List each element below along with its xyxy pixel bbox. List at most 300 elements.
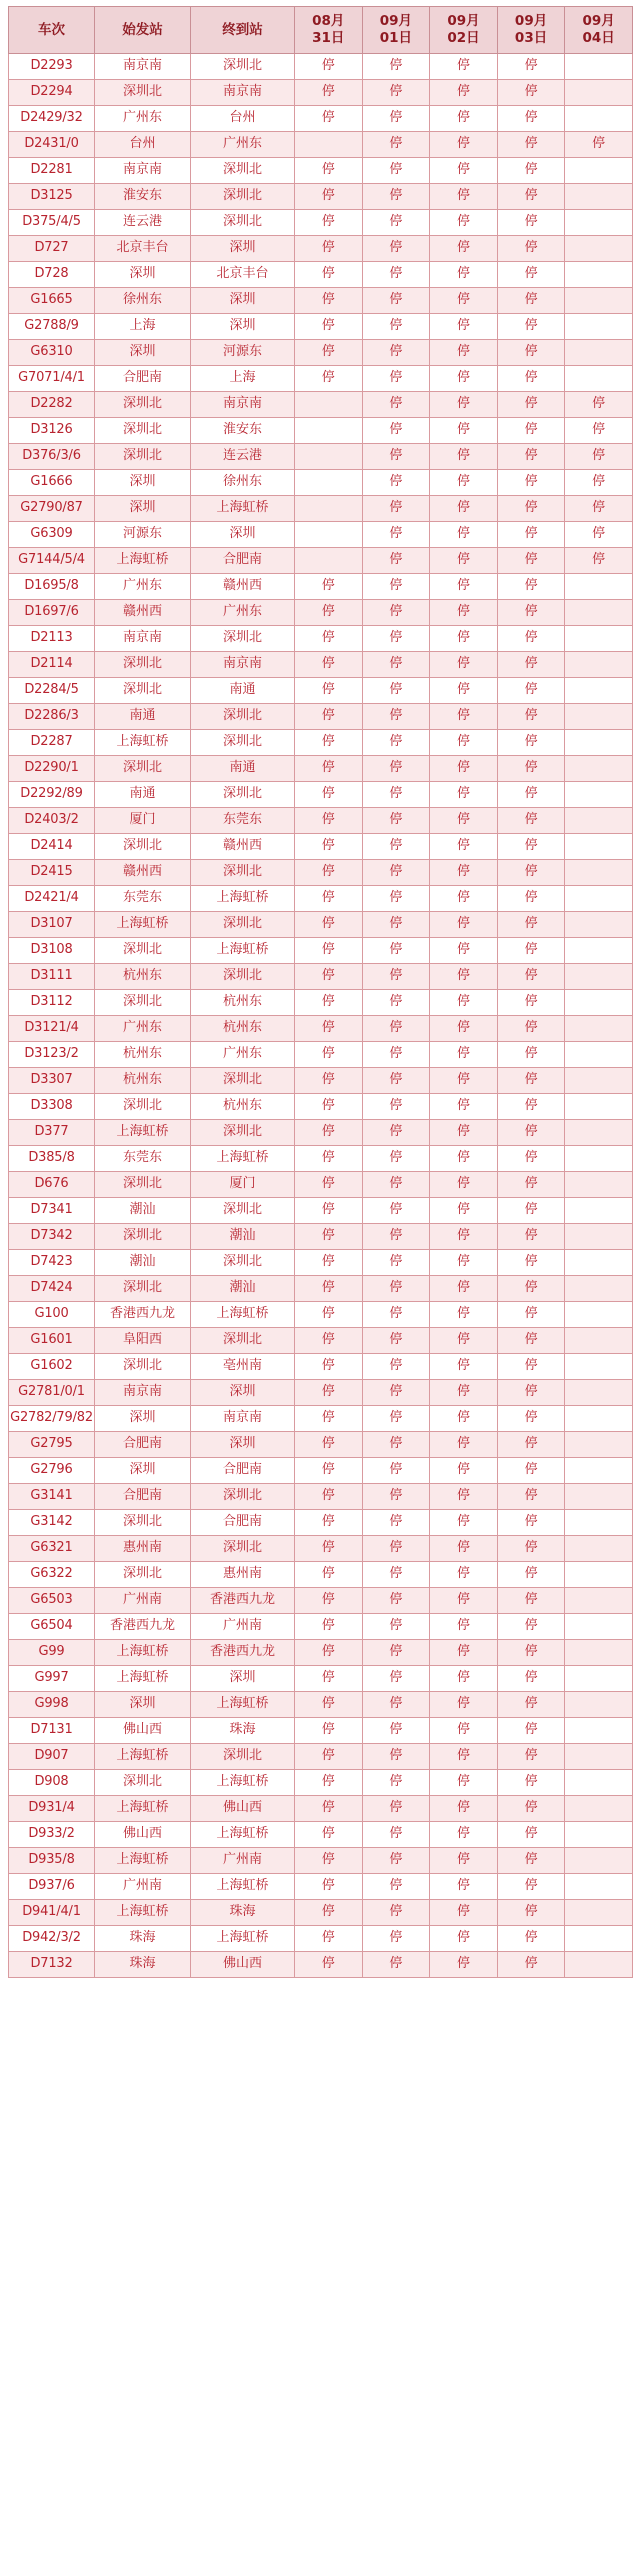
cell-status-day-0: 停 [295,782,363,808]
cell-status-day-0: 停 [295,1406,363,1432]
cell-status-day-2: 停 [430,80,498,106]
cell-status-day-3: 停 [497,1614,565,1640]
cell-status-day-4 [565,1016,633,1042]
cell-status-day-1: 停 [362,912,430,938]
cell-status-day-2: 停 [430,522,498,548]
cell-status-day-3: 停 [497,574,565,600]
cell-origin-station: 深圳北 [95,392,191,418]
table-row [9,600,633,626]
cell-status-day-0: 停 [295,1796,363,1822]
cell-origin-station: 合肥南 [95,366,191,392]
cell-status-day-4 [565,704,633,730]
cell-status-day-4 [565,262,633,288]
cell-status-day-0 [295,470,363,496]
cell-status-day-0: 停 [295,756,363,782]
cell-status-day-0: 停 [295,1042,363,1068]
table-row [9,1822,633,1848]
cell-status-day-3: 停 [497,210,565,236]
cell-status-day-3: 停 [497,782,565,808]
cell-status-day-1: 停 [362,1640,430,1666]
table-row [9,418,633,444]
cell-status-day-1: 停 [362,834,430,860]
cell-status-day-1: 停 [362,1796,430,1822]
cell-status-day-2: 停 [430,1224,498,1250]
cell-status-day-2: 停 [430,444,498,470]
header-date-4-month: 09月 [582,13,615,30]
table-row [9,990,633,1016]
cell-status-day-4 [565,210,633,236]
cell-status-day-1: 停 [362,808,430,834]
cell-status-day-1: 停 [362,1926,430,1952]
header-date-1-month: 09月 [379,13,413,30]
table-row [9,1224,633,1250]
cell-status-day-1: 停 [362,1380,430,1406]
cell-status-day-1: 停 [362,1198,430,1224]
cell-status-day-1: 停 [362,1146,430,1172]
cell-status-day-2: 停 [430,1094,498,1120]
cell-status-day-1: 停 [362,1250,430,1276]
cell-destination-station: 深圳北 [191,1120,295,1146]
cell-train-number: D1695/8 [9,574,95,600]
cell-status-day-1: 停 [362,314,430,340]
table-row [9,912,633,938]
table-row [9,1016,633,1042]
cell-status-day-1: 停 [362,522,430,548]
cell-status-day-0: 停 [295,574,363,600]
cell-train-number: D931/4 [9,1796,95,1822]
cell-status-day-2: 停 [430,782,498,808]
cell-status-day-4 [565,1666,633,1692]
cell-destination-station: 深圳北 [191,964,295,990]
cell-origin-station: 珠海 [95,1926,191,1952]
cell-status-day-0: 停 [295,1380,363,1406]
cell-destination-station: 深圳北 [191,158,295,184]
cell-status-day-3: 停 [497,1640,565,1666]
cell-train-number: D376/3/6 [9,444,95,470]
table-row [9,1536,633,1562]
cell-status-day-0: 停 [295,938,363,964]
cell-status-day-0: 停 [295,1172,363,1198]
cell-status-day-2: 停 [430,1640,498,1666]
cell-status-day-1: 停 [362,470,430,496]
cell-train-number: D1697/6 [9,600,95,626]
table-row [9,1692,633,1718]
table-row [9,756,633,782]
cell-origin-station: 广州南 [95,1874,191,1900]
cell-destination-station: 厦门 [191,1172,295,1198]
cell-status-day-1: 停 [362,418,430,444]
cell-destination-station: 南京南 [191,392,295,418]
table-row [9,1042,633,1068]
cell-status-day-2: 停 [430,1276,498,1302]
cell-status-day-0: 停 [295,1302,363,1328]
cell-train-number: D2290/1 [9,756,95,782]
cell-status-day-0 [295,496,363,522]
header-date-2-month: 09月 [447,13,480,30]
table-row [9,1380,633,1406]
cell-status-day-4 [565,886,633,912]
cell-status-day-1: 停 [362,1952,430,1978]
cell-status-day-4 [565,1614,633,1640]
cell-status-day-3: 停 [497,730,565,756]
cell-status-day-3: 停 [497,652,565,678]
table-row [9,886,633,912]
cell-train-number: D3121/4 [9,1016,95,1042]
cell-origin-station: 深圳 [95,340,191,366]
cell-destination-station: 上海虹桥 [191,1692,295,1718]
cell-origin-station: 深圳北 [95,1354,191,1380]
cell-status-day-4 [565,600,633,626]
table-row [9,1302,633,1328]
cell-origin-station: 南京南 [95,158,191,184]
table-body [9,54,633,1978]
cell-status-day-4 [565,1484,633,1510]
cell-status-day-4 [565,1406,633,1432]
table-row [9,1120,633,1146]
cell-origin-station: 上海 [95,314,191,340]
cell-status-day-4 [565,1224,633,1250]
cell-status-day-3: 停 [497,1016,565,1042]
cell-status-day-0: 停 [295,652,363,678]
cell-status-day-4 [565,834,633,860]
cell-train-number: D3111 [9,964,95,990]
cell-status-day-1: 停 [362,1588,430,1614]
cell-status-day-2: 停 [430,496,498,522]
header-date-1 [362,7,430,54]
cell-origin-station: 深圳北 [95,418,191,444]
cell-status-day-3: 停 [497,314,565,340]
cell-status-day-2: 停 [430,626,498,652]
cell-status-day-1: 停 [362,938,430,964]
table-row [9,444,633,470]
cell-status-day-0: 停 [295,626,363,652]
cell-origin-station: 上海虹桥 [95,548,191,574]
table-row [9,1484,633,1510]
cell-train-number: G100 [9,1302,95,1328]
cell-destination-station: 深圳北 [191,626,295,652]
cell-destination-station: 深圳北 [191,704,295,730]
cell-status-day-2: 停 [430,756,498,782]
cell-status-day-2: 停 [430,1432,498,1458]
cell-origin-station: 上海虹桥 [95,1640,191,1666]
header-date-0 [295,7,363,54]
cell-destination-station: 深圳北 [191,210,295,236]
cell-destination-station: 深圳北 [191,1328,295,1354]
cell-status-day-2: 停 [430,470,498,496]
table-row [9,184,633,210]
cell-train-number: G2782/79/82 [9,1406,95,1432]
cell-status-day-0: 停 [295,964,363,990]
cell-status-day-3: 停 [497,1276,565,1302]
cell-status-day-4 [565,1042,633,1068]
cell-status-day-0 [295,548,363,574]
cell-status-day-3: 停 [497,964,565,990]
cell-origin-station: 赣州西 [95,860,191,886]
cell-status-day-4: 停 [565,444,633,470]
cell-status-day-2: 停 [430,1042,498,1068]
cell-destination-station: 深圳北 [191,1744,295,1770]
cell-status-day-4 [565,1432,633,1458]
cell-status-day-3: 停 [497,1770,565,1796]
cell-train-number: D3112 [9,990,95,1016]
table-row [9,1198,633,1224]
table-row [9,1926,633,1952]
cell-origin-station: 深圳北 [95,678,191,704]
cell-origin-station: 淮安东 [95,184,191,210]
cell-train-number: G6309 [9,522,95,548]
cell-train-number: D2414 [9,834,95,860]
cell-status-day-3: 停 [497,1380,565,1406]
cell-status-day-2: 停 [430,1536,498,1562]
cell-train-number: D907 [9,1744,95,1770]
cell-train-number: D2287 [9,730,95,756]
cell-status-day-2: 停 [430,262,498,288]
cell-status-day-2: 停 [430,392,498,418]
cell-destination-station: 深圳北 [191,1198,295,1224]
cell-status-day-4 [565,1952,633,1978]
cell-status-day-2: 停 [430,1614,498,1640]
cell-status-day-3: 停 [497,808,565,834]
table-row [9,496,633,522]
cell-status-day-4 [565,1926,633,1952]
cell-status-day-2: 停 [430,184,498,210]
cell-status-day-2: 停 [430,834,498,860]
cell-status-day-1: 停 [362,106,430,132]
cell-origin-station: 台州 [95,132,191,158]
cell-status-day-0: 停 [295,1900,363,1926]
cell-origin-station: 上海虹桥 [95,1796,191,1822]
cell-status-day-0: 停 [295,1666,363,1692]
cell-origin-station: 上海虹桥 [95,1666,191,1692]
cell-status-day-3: 停 [497,1822,565,1848]
cell-train-number: G6310 [9,340,95,366]
cell-status-day-0: 停 [295,210,363,236]
cell-origin-station: 惠州南 [95,1536,191,1562]
header-date-2 [430,7,498,54]
cell-status-day-1: 停 [362,288,430,314]
cell-status-day-2: 停 [430,1718,498,1744]
cell-status-day-2: 停 [430,938,498,964]
table-row [9,1510,633,1536]
cell-status-day-4 [565,730,633,756]
cell-origin-station: 深圳北 [95,990,191,1016]
cell-status-day-4 [565,314,633,340]
cell-status-day-2: 停 [430,704,498,730]
cell-status-day-2: 停 [430,1250,498,1276]
cell-destination-station: 连云港 [191,444,295,470]
cell-origin-station: 北京丰台 [95,236,191,262]
header-destination-station: 终到站 [191,7,295,54]
cell-origin-station: 杭州东 [95,964,191,990]
cell-train-number: D7132 [9,1952,95,1978]
cell-status-day-3: 停 [497,444,565,470]
header-date-1-day: 01日 [379,30,413,46]
cell-train-number: G2795 [9,1432,95,1458]
cell-status-day-0: 停 [295,1120,363,1146]
cell-status-day-3: 停 [497,132,565,158]
cell-destination-station: 深圳 [191,522,295,548]
cell-status-day-3: 停 [497,1250,565,1276]
cell-status-day-2: 停 [430,1926,498,1952]
cell-status-day-1: 停 [362,756,430,782]
cell-status-day-4 [565,1302,633,1328]
header-row [9,7,633,54]
table-row [9,340,633,366]
cell-status-day-0: 停 [295,1536,363,1562]
cell-status-day-4: 停 [565,132,633,158]
cell-status-day-2: 停 [430,574,498,600]
cell-train-number: G997 [9,1666,95,1692]
cell-destination-station: 徐州东 [191,470,295,496]
cell-train-number: D3107 [9,912,95,938]
table-row [9,54,633,80]
cell-destination-station: 潮汕 [191,1224,295,1250]
table-row [9,236,633,262]
cell-destination-station: 深圳 [191,236,295,262]
cell-train-number: G3142 [9,1510,95,1536]
cell-status-day-1: 停 [362,704,430,730]
cell-status-day-1: 停 [362,1432,430,1458]
cell-origin-station: 阜阳西 [95,1328,191,1354]
cell-origin-station: 深圳北 [95,1276,191,1302]
cell-train-number: D2292/89 [9,782,95,808]
cell-status-day-3: 停 [497,600,565,626]
table-row [9,626,633,652]
cell-status-day-3: 停 [497,886,565,912]
cell-destination-station: 佛山西 [191,1952,295,1978]
cell-destination-station: 深圳北 [191,1536,295,1562]
cell-origin-station: 深圳北 [95,834,191,860]
cell-status-day-4 [565,1822,633,1848]
cell-train-number: D2421/4 [9,886,95,912]
cell-status-day-0: 停 [295,1614,363,1640]
cell-origin-station: 赣州西 [95,600,191,626]
cell-train-number: G6504 [9,1614,95,1640]
table-row [9,1588,633,1614]
cell-status-day-1: 停 [362,1536,430,1562]
cell-status-day-4 [565,1068,633,1094]
cell-origin-station: 连云港 [95,210,191,236]
cell-status-day-1: 停 [362,1276,430,1302]
cell-status-day-2: 停 [430,1198,498,1224]
cell-origin-station: 南京南 [95,1380,191,1406]
cell-origin-station: 上海虹桥 [95,1744,191,1770]
cell-status-day-1: 停 [362,1510,430,1536]
cell-destination-station: 深圳 [191,288,295,314]
cell-destination-station: 深圳 [191,314,295,340]
cell-origin-station: 深圳 [95,1406,191,1432]
cell-destination-station: 赣州西 [191,834,295,860]
cell-status-day-4 [565,1276,633,1302]
table-row [9,314,633,340]
cell-status-day-4 [565,1562,633,1588]
table-header [9,7,633,54]
cell-status-day-3: 停 [497,704,565,730]
cell-destination-station: 杭州东 [191,1094,295,1120]
cell-origin-station: 合肥南 [95,1484,191,1510]
cell-destination-station: 深圳北 [191,782,295,808]
cell-status-day-0: 停 [295,288,363,314]
cell-status-day-2: 停 [430,1510,498,1536]
cell-status-day-1: 停 [362,1302,430,1328]
cell-status-day-2: 停 [430,1770,498,1796]
cell-origin-station: 深圳 [95,262,191,288]
cell-status-day-2: 停 [430,1692,498,1718]
cell-status-day-1: 停 [362,496,430,522]
cell-status-day-3: 停 [497,1926,565,1952]
cell-status-day-0: 停 [295,1250,363,1276]
cell-status-day-3: 停 [497,1094,565,1120]
cell-status-day-4: 停 [565,522,633,548]
cell-train-number: D2282 [9,392,95,418]
cell-status-day-2: 停 [430,808,498,834]
table-row [9,1328,633,1354]
cell-train-number: G998 [9,1692,95,1718]
cell-train-number: G1602 [9,1354,95,1380]
cell-status-day-4 [565,288,633,314]
cell-status-day-3: 停 [497,392,565,418]
cell-status-day-1: 停 [362,1120,430,1146]
cell-status-day-3: 停 [497,418,565,444]
cell-destination-station: 深圳 [191,1380,295,1406]
cell-status-day-0: 停 [295,704,363,730]
cell-destination-station: 惠州南 [191,1562,295,1588]
cell-status-day-3: 停 [497,1172,565,1198]
cell-status-day-0: 停 [295,1484,363,1510]
table-row [9,262,633,288]
cell-status-day-1: 停 [362,1458,430,1484]
cell-destination-station: 上海虹桥 [191,1146,295,1172]
cell-status-day-2: 停 [430,600,498,626]
cell-status-day-1: 停 [362,1016,430,1042]
table-row [9,1276,633,1302]
cell-status-day-0: 停 [295,1224,363,1250]
cell-status-day-0: 停 [295,1562,363,1588]
cell-status-day-3: 停 [497,1692,565,1718]
cell-status-day-1: 停 [362,132,430,158]
cell-origin-station: 佛山西 [95,1822,191,1848]
cell-destination-station: 香港西九龙 [191,1640,295,1666]
cell-origin-station: 深圳北 [95,1224,191,1250]
header-date-2-day: 02日 [447,30,480,46]
cell-status-day-0: 停 [295,1692,363,1718]
cell-status-day-2: 停 [430,1848,498,1874]
cell-status-day-2: 停 [430,340,498,366]
cell-status-day-0: 停 [295,1146,363,1172]
cell-status-day-3: 停 [497,834,565,860]
cell-destination-station: 深圳 [191,1432,295,1458]
cell-status-day-3: 停 [497,236,565,262]
cell-status-day-3: 停 [497,1042,565,1068]
cell-train-number: D7341 [9,1198,95,1224]
cell-status-day-0: 停 [295,1276,363,1302]
cell-status-day-0: 停 [295,1016,363,1042]
cell-origin-station: 佛山西 [95,1718,191,1744]
cell-status-day-0: 停 [295,314,363,340]
cell-status-day-3: 停 [497,288,565,314]
cell-status-day-1: 停 [362,1094,430,1120]
cell-status-day-4 [565,1354,633,1380]
cell-train-number: G6322 [9,1562,95,1588]
cell-status-day-0: 停 [295,236,363,262]
cell-train-number: D377 [9,1120,95,1146]
cell-origin-station: 深圳 [95,1692,191,1718]
cell-status-day-2: 停 [430,1354,498,1380]
cell-train-number: G2790/87 [9,496,95,522]
train-schedule-table [8,6,633,1978]
cell-train-number: D7424 [9,1276,95,1302]
cell-status-day-1: 停 [362,1718,430,1744]
